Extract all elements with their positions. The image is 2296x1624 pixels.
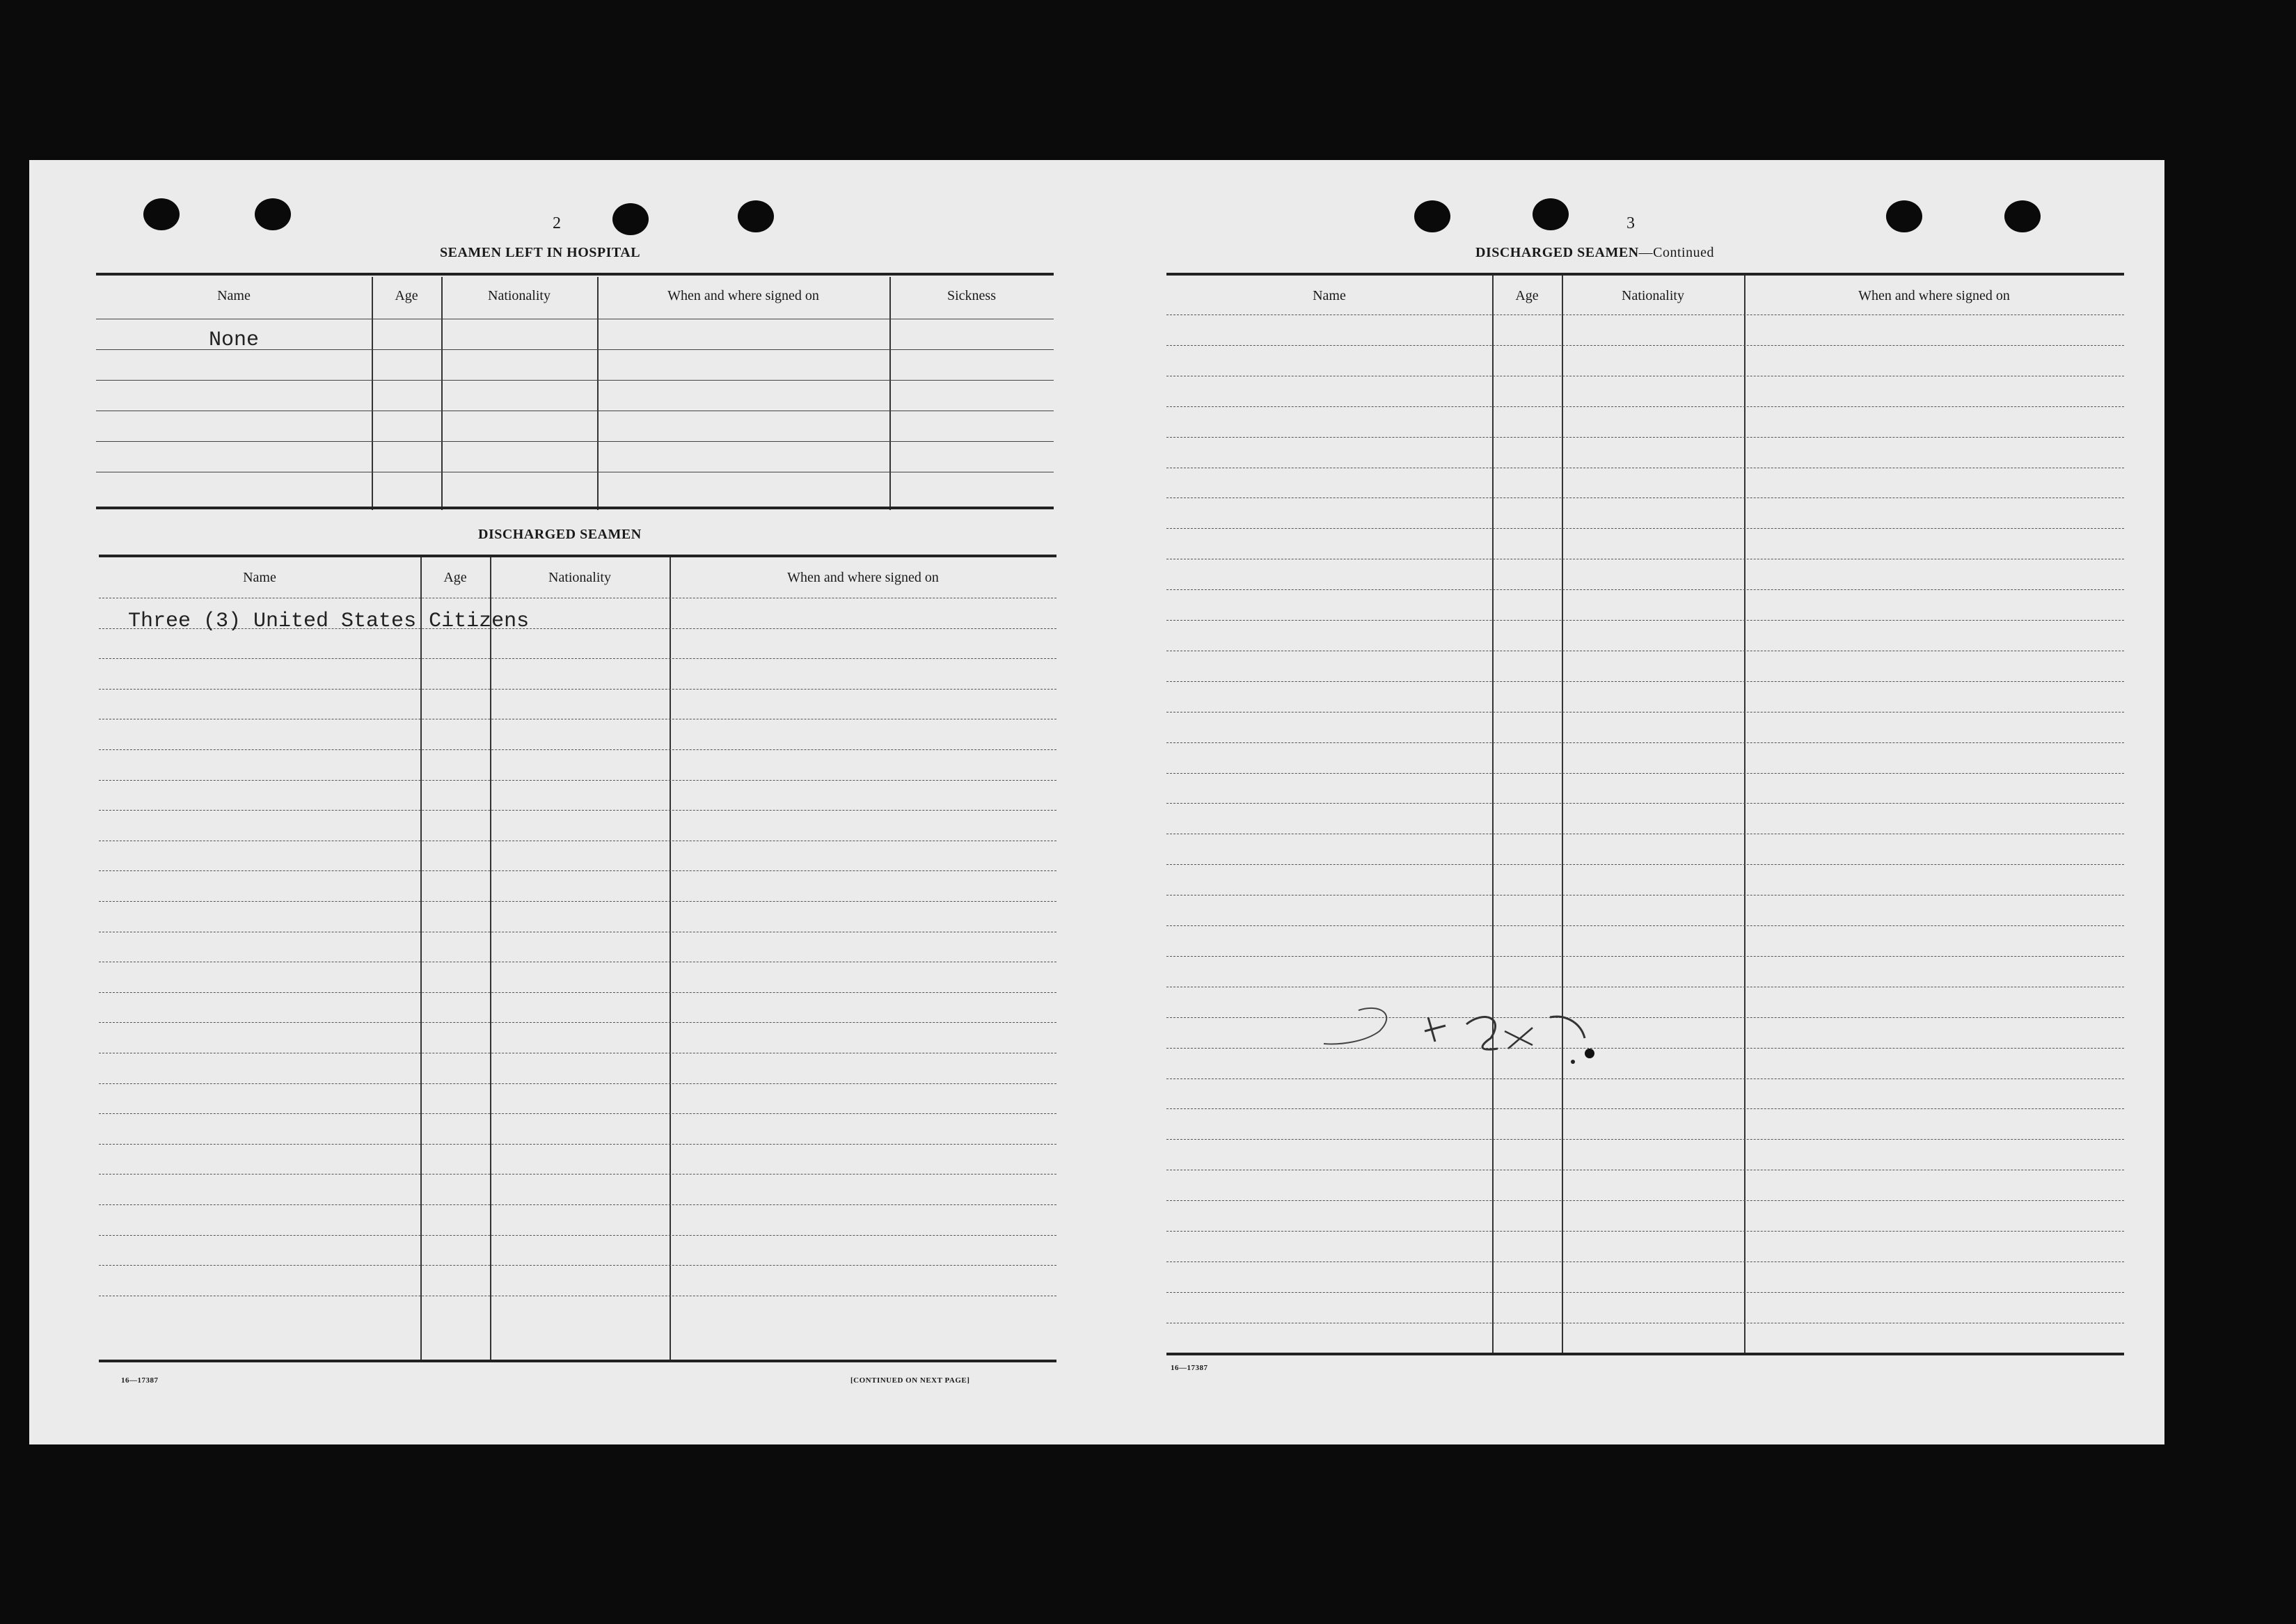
table-row-rule — [1166, 589, 2124, 590]
table-row-rule — [99, 901, 1056, 902]
continued-note: [CONTINUED ON NEXT PAGE] — [850, 1376, 970, 1385]
table-row-rule — [1166, 1078, 2124, 1079]
discharged-continued-title — [1475, 245, 1714, 261]
table-row-rule — [1166, 742, 2124, 743]
document-sheet — [29, 160, 2164, 1444]
title-main: DISCHARGED SEAMEN — [1475, 245, 1639, 260]
discharged-title: DISCHARGED SEAMEN — [478, 527, 642, 542]
col-header-age: Age — [443, 570, 467, 585]
table-row-rule — [99, 810, 1056, 811]
hospital-table — [96, 273, 1054, 513]
table-row-rule — [99, 689, 1056, 690]
table-row-rule — [99, 658, 1056, 659]
col-header-signed-on: When and where signed on — [1858, 288, 2010, 303]
table-row-rule — [1166, 528, 2124, 529]
col-header-age: Age — [395, 288, 418, 303]
col-header-signed-on: When and where signed on — [667, 288, 819, 303]
table-row-rule — [99, 992, 1056, 993]
table-row-rule — [1166, 1108, 2124, 1109]
table-row-rule — [1166, 864, 2124, 865]
table-row-rule — [1166, 681, 2124, 682]
table-row-rule — [1166, 925, 2124, 926]
table-row-rule — [1166, 1231, 2124, 1232]
table-row-rule — [1166, 773, 2124, 774]
table-row-rule — [99, 870, 1056, 871]
col-header-name: Name — [217, 288, 251, 303]
page-number-left: 2 — [553, 214, 561, 232]
col-header-signed-on: When and where signed on — [787, 570, 939, 585]
table-row-rule — [1166, 1292, 2124, 1293]
table-row-rule — [1166, 1139, 2124, 1140]
table-row-rule — [99, 749, 1056, 750]
table-row-rule — [1166, 345, 2124, 346]
punch-hole — [2004, 200, 2041, 232]
table-row-rule — [99, 1113, 1056, 1114]
punch-hole — [1886, 200, 1922, 232]
table-row-rule — [99, 1174, 1056, 1175]
col-header-nationality: Nationality — [1622, 288, 1684, 303]
table-row-rule — [1166, 956, 2124, 957]
table-row-rule — [1166, 712, 2124, 713]
table-row-rule — [1166, 497, 2124, 498]
punch-hole — [143, 198, 180, 230]
discharged-table-left — [99, 555, 1056, 1365]
page-number-right: 3 — [1626, 214, 1635, 232]
hospital-entry: None — [209, 328, 260, 352]
col-header-name: Name — [243, 570, 276, 585]
table-row-rule — [1166, 620, 2124, 621]
form-number-left: 16—17387 — [121, 1376, 159, 1385]
table-row-rule — [99, 1022, 1056, 1023]
title-suffix: —Continued — [1638, 245, 1714, 260]
punch-hole — [738, 200, 774, 232]
col-header-name: Name — [1313, 288, 1346, 303]
table-row-rule — [99, 1144, 1056, 1145]
table-row-rule — [1166, 803, 2124, 804]
table-row-rule — [96, 441, 1054, 442]
table-row-rule — [99, 1235, 1056, 1236]
punch-hole — [1414, 200, 1450, 232]
table-row-rule — [1166, 1261, 2124, 1262]
col-header-nationality: Nationality — [548, 570, 611, 585]
table-row-rule — [99, 1204, 1056, 1205]
discharged-entry: Three (3) United States Citizens — [128, 610, 530, 633]
signature-scribble — [1275, 976, 1637, 1066]
table-row-rule — [1166, 437, 2124, 438]
discharged-table-right — [1166, 273, 2124, 1358]
table-row-rule — [1166, 406, 2124, 407]
punch-hole — [612, 203, 649, 235]
table-row-rule — [1166, 1200, 2124, 1201]
table-row-rule — [99, 1265, 1056, 1266]
punch-hole — [255, 198, 291, 230]
col-header-age: Age — [1515, 288, 1539, 303]
punch-hole — [1533, 198, 1569, 230]
table-row-rule — [99, 780, 1056, 781]
hospital-title: SEAMEN LEFT IN HOSPITAL — [440, 245, 641, 260]
col-header-nationality: Nationality — [488, 288, 551, 303]
table-row-rule — [99, 1083, 1056, 1084]
col-header-sickness: Sickness — [947, 288, 996, 303]
form-number-right: 16—17387 — [1171, 1364, 1208, 1372]
table-row-rule — [96, 380, 1054, 381]
